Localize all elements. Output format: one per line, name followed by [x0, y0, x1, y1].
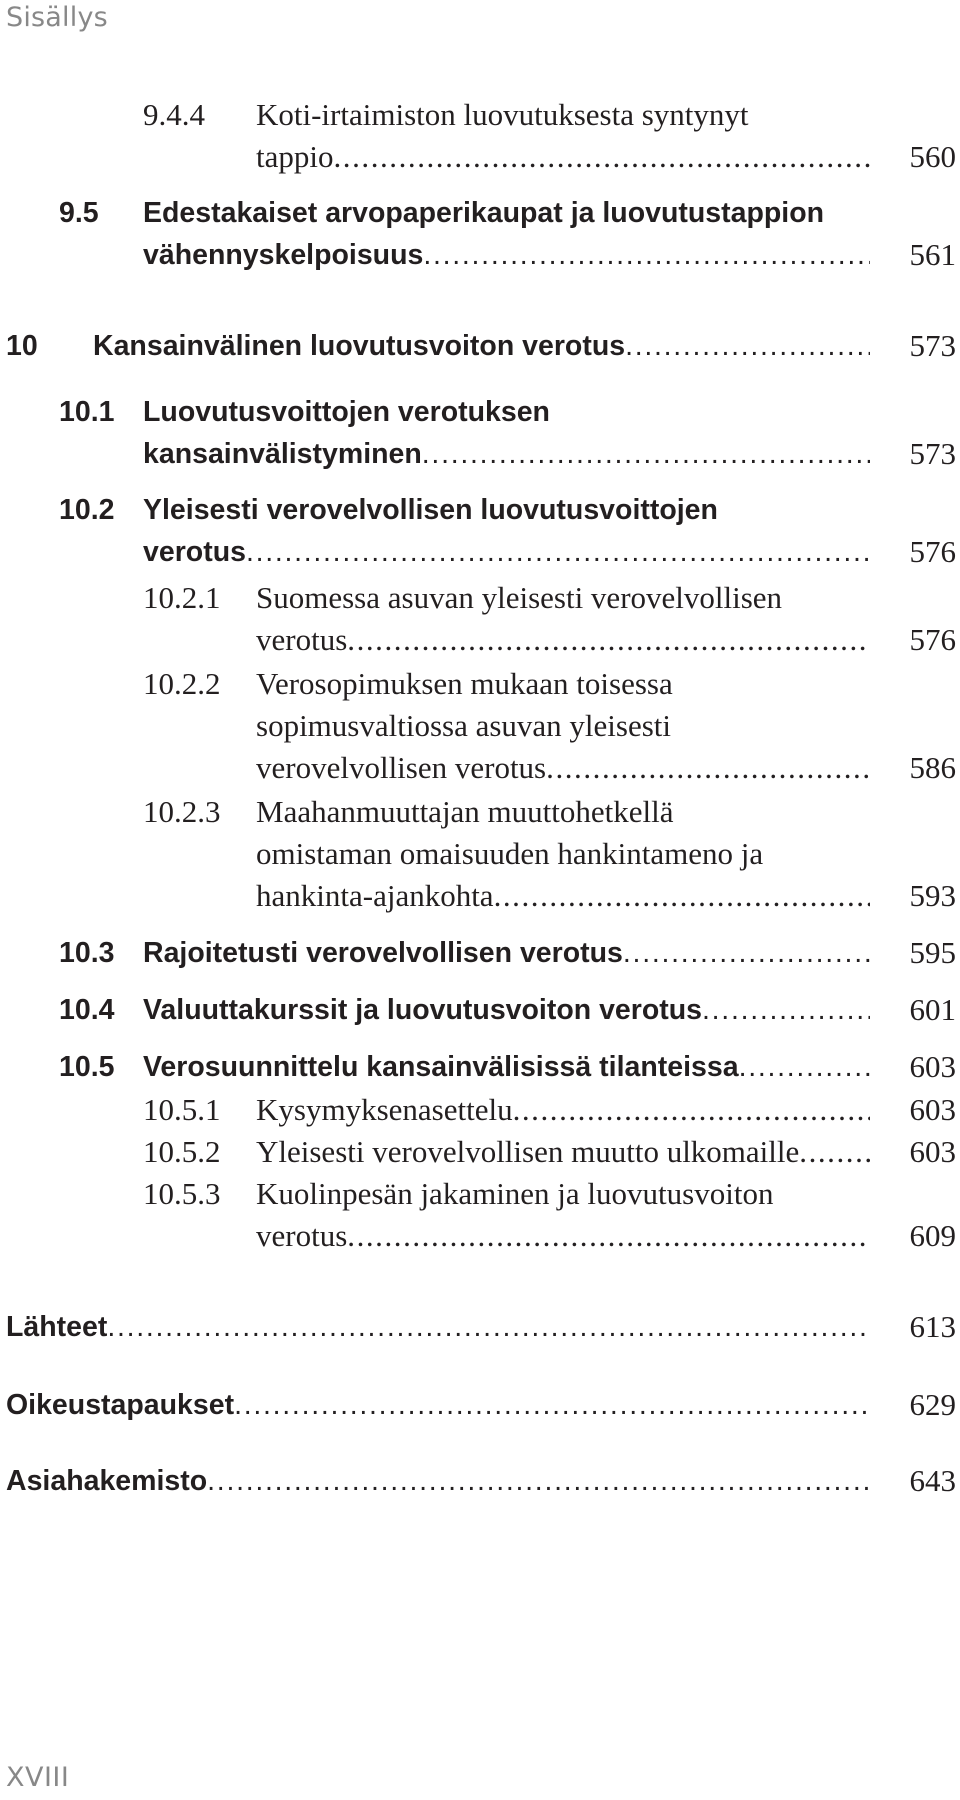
toc-entry-title-cont: sopimusvaltiossa asuvan yleisesti [256, 708, 672, 743]
toc-entry-title: Kysymyksenasettelu [256, 1092, 513, 1127]
toc-leader [546, 748, 870, 788]
toc-entry-page: 629 [909, 1387, 956, 1422]
running-head: Sisällys [6, 2, 108, 33]
toc-entry-title-cont: kansainvälistyminen [143, 438, 422, 470]
toc-entry-number: 10.5.1 [143, 1092, 221, 1127]
toc-entry-page: 603 [909, 1049, 956, 1084]
toc-leader [107, 1307, 870, 1347]
toc-entry-title: Maahanmuuttajan muuttohetkellä [256, 794, 674, 829]
toc-entry-page: 573 [909, 436, 956, 471]
toc-entry-number: 10.4 [59, 994, 115, 1026]
toc-entry-title: Oikeustapaukset [6, 1389, 235, 1421]
toc-entry-title: Kansainvälinen luovutusvoiton verotus [93, 330, 626, 362]
toc-leader [494, 876, 870, 916]
toc-entry-page: 560 [909, 139, 956, 174]
toc-entry-page: 573 [909, 328, 956, 363]
toc-entry-title: Verosuunnittelu kansainvälisissä tilanteissa [143, 1051, 739, 1083]
toc-entry-number: 10.1 [59, 396, 115, 428]
toc-entry-title-cont: tappio [256, 139, 334, 174]
toc-entry-number: 10.2 [59, 494, 115, 526]
toc-entry-number: 9.5 [59, 197, 99, 229]
toc-entry-title-cont: verotus [143, 536, 246, 568]
toc-leader [513, 1090, 870, 1130]
toc-entry-page: 593 [909, 878, 956, 913]
toc-leader [347, 620, 870, 660]
toc-entry-title-cont: omistaman omaisuuden hankintameno ja [256, 836, 764, 871]
toc-entry-number: 10.3 [59, 937, 115, 969]
toc-entry-title-cont: verotus [256, 1218, 348, 1253]
toc-leader [207, 1461, 870, 1501]
toc-entry-page: 609 [909, 1218, 956, 1253]
toc-entry-page: 586 [909, 750, 956, 785]
toc-entry-title-cont: verovelvollisen verotus [256, 750, 547, 785]
toc-entry-title: Koti-irtaimiston luovutuksesta syntynyt [256, 97, 749, 132]
toc-entry-title: Asiahakemisto [6, 1465, 208, 1497]
toc-entry-title: Verosopimuksen mukaan toisessa [256, 666, 673, 701]
toc-entry-title-cont: hankinta-ajankohta [256, 878, 494, 913]
toc-entry-page: 643 [909, 1463, 956, 1498]
toc-entry-page: 595 [909, 935, 956, 970]
toc-entry-number: 10.5.2 [143, 1134, 221, 1169]
toc-entry-number: 10.5 [59, 1051, 115, 1083]
toc-entry-title: Valuuttakurssit ja luovutusvoiton verotus [143, 994, 703, 1026]
page-folio: XVIII [6, 1762, 70, 1793]
toc-entry-title: Rajoitetusti verovelvollisen verotus [143, 937, 623, 969]
toc-entry-number: 10.2.2 [143, 666, 221, 701]
toc-entry-title: Suomessa asuvan yleisesti verovelvollisen [256, 580, 783, 615]
toc-leader [799, 1132, 870, 1172]
toc-leader [423, 235, 870, 275]
toc-leader [625, 326, 870, 366]
toc-leader [623, 933, 870, 973]
toc-entry-page: 561 [909, 237, 956, 272]
toc-entry-page: 603 [909, 1134, 956, 1169]
toc-entry-page: 601 [909, 992, 956, 1027]
toc-entry-page: 576 [909, 622, 956, 657]
toc-leader [702, 990, 870, 1030]
toc-entry-page: 613 [909, 1309, 956, 1344]
toc-entry-title: Yleisesti verovelvollisen luovutusvoittojen [143, 494, 718, 526]
toc-entry-title: Luovutusvoittojen verotuksen [143, 396, 550, 428]
toc-entry-number: 10.2.3 [143, 794, 221, 829]
toc-entry-title: Edestakaiset arvopaperikaupat ja luovutustappion [143, 197, 825, 229]
toc-entry-page: 576 [909, 534, 956, 569]
toc-entry-number: 10.2.1 [143, 580, 221, 615]
toc-entry-page: 603 [909, 1092, 956, 1127]
toc-entry-number: 9.4.4 [143, 97, 205, 132]
toc-leader [347, 1216, 870, 1256]
toc-entry-number: 10 [6, 330, 38, 362]
toc-entry-title: Lähteet [6, 1311, 108, 1343]
toc-leader [234, 1385, 870, 1425]
toc-entry-title: Kuolinpesän jakaminen ja luovutusvoiton [256, 1176, 774, 1211]
toc-leader [739, 1047, 870, 1087]
toc-leader [422, 434, 870, 474]
toc-leader [246, 532, 870, 572]
toc-entry-title: Yleisesti verovelvollisen muutto ulkomaille [256, 1134, 800, 1169]
toc-entry-title-cont: verotus [256, 622, 348, 657]
toc-leader [334, 137, 871, 177]
toc-entry-number: 10.5.3 [143, 1176, 221, 1211]
toc-entry-title-cont: vähennyskelpoisuus [143, 239, 424, 271]
